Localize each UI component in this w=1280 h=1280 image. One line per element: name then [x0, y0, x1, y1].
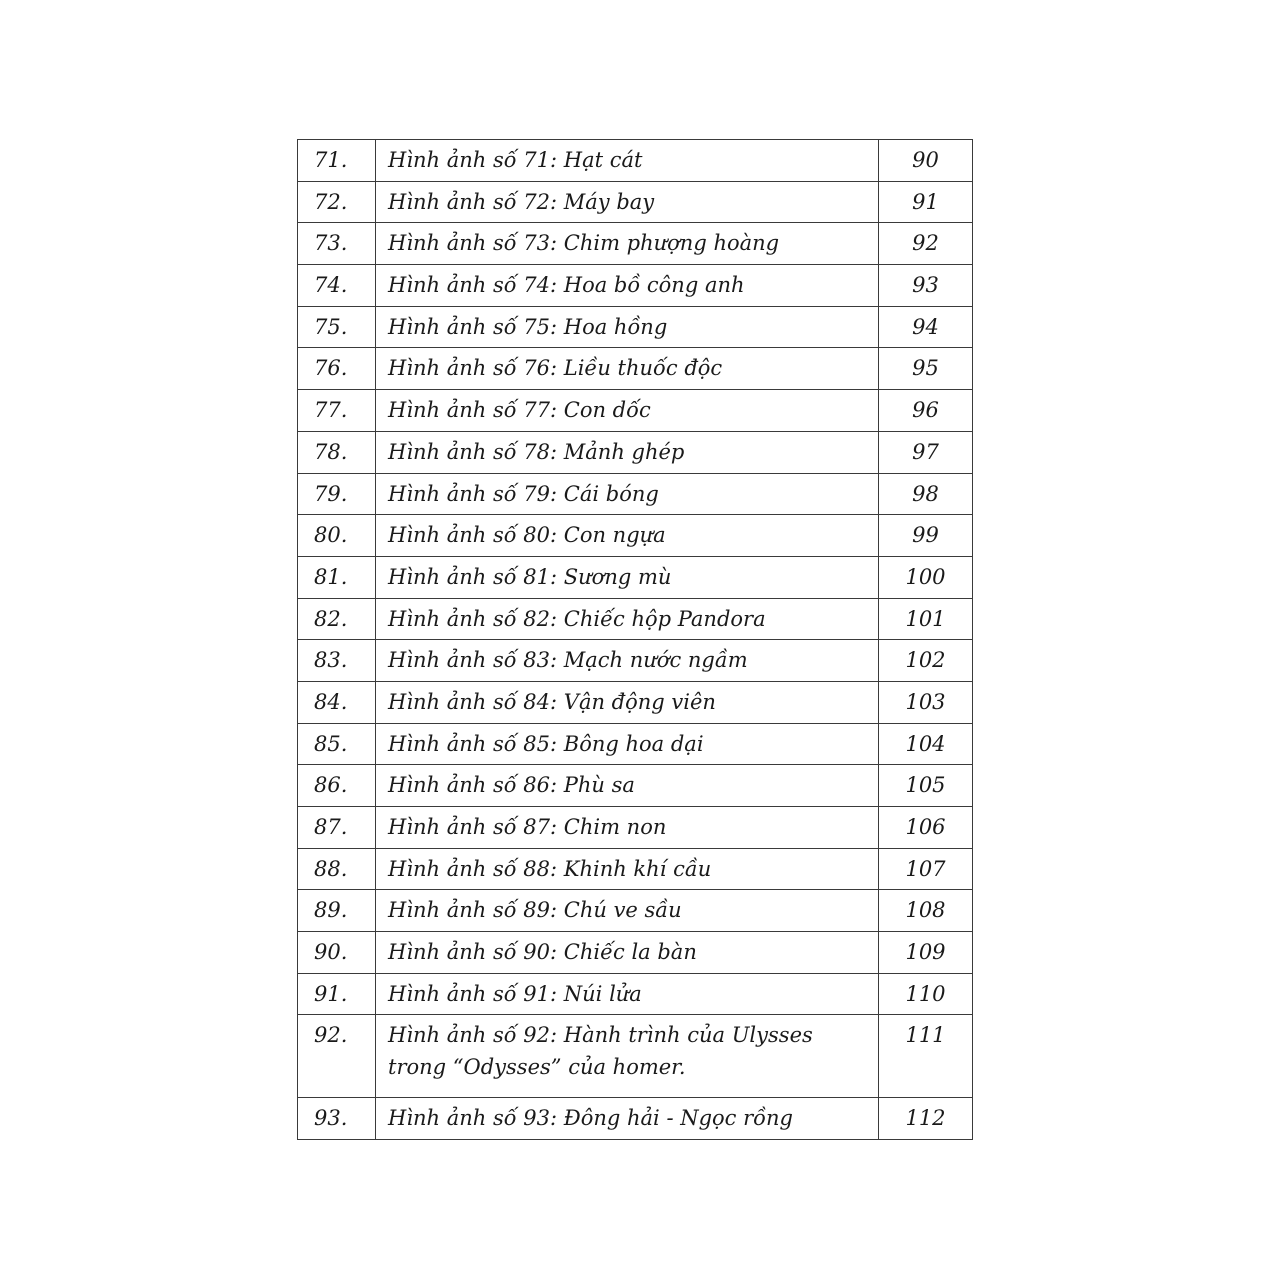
- row-number: 83.: [298, 640, 376, 682]
- row-number: 73.: [298, 223, 376, 265]
- row-title: Hình ảnh số 93: Đông hải - Ngọc rồng: [376, 1098, 879, 1140]
- row-number: 82.: [298, 598, 376, 640]
- row-title: Hình ảnh số 71: Hạt cát: [376, 140, 879, 182]
- table-row: [298, 223, 973, 265]
- row-number: 86.: [298, 765, 376, 807]
- row-number: 72.: [298, 181, 376, 223]
- row-number: 74.: [298, 265, 376, 307]
- row-page: 107: [879, 848, 973, 890]
- row-title: Hình ảnh số 88: Khinh khí cầu: [376, 848, 879, 890]
- row-number: 85.: [298, 723, 376, 765]
- row-title: Hình ảnh số 91: Núi lửa: [376, 973, 879, 1015]
- table-of-contents: [297, 139, 973, 1140]
- row-page: 104: [879, 723, 973, 765]
- row-page: 99: [879, 515, 973, 557]
- table-row: [298, 473, 973, 515]
- row-title: Hình ảnh số 92: Hành trình của Ulysses trong “Odysses” của homer.: [376, 1015, 879, 1098]
- row-number: 77.: [298, 390, 376, 432]
- row-number: 91.: [298, 973, 376, 1015]
- row-page: 92: [879, 223, 973, 265]
- table-row: [298, 390, 973, 432]
- table-row: [298, 932, 973, 974]
- table-row: [298, 140, 973, 182]
- row-page: 90: [879, 140, 973, 182]
- table-row: [298, 265, 973, 307]
- row-title: Hình ảnh số 87: Chim non: [376, 807, 879, 849]
- table-row: [298, 890, 973, 932]
- row-number: 79.: [298, 473, 376, 515]
- row-title: Hình ảnh số 73: Chim phượng hoàng: [376, 223, 879, 265]
- row-title: Hình ảnh số 86: Phù sa: [376, 765, 879, 807]
- row-number: 76.: [298, 348, 376, 390]
- table-row: [298, 807, 973, 849]
- row-page: 101: [879, 598, 973, 640]
- row-title: Hình ảnh số 83: Mạch nước ngầm: [376, 640, 879, 682]
- row-title: Hình ảnh số 79: Cái bóng: [376, 473, 879, 515]
- row-page: 112: [879, 1098, 973, 1140]
- row-number: 90.: [298, 932, 376, 974]
- row-page: 108: [879, 890, 973, 932]
- row-title: Hình ảnh số 74: Hoa bồ công anh: [376, 265, 879, 307]
- row-title: Hình ảnh số 89: Chú ve sầu: [376, 890, 879, 932]
- row-page: 95: [879, 348, 973, 390]
- row-page: 93: [879, 265, 973, 307]
- row-number: 75.: [298, 306, 376, 348]
- row-page: 98: [879, 473, 973, 515]
- row-page: 106: [879, 807, 973, 849]
- row-title: Hình ảnh số 80: Con ngựa: [376, 515, 879, 557]
- row-title: Hình ảnh số 72: Máy bay: [376, 181, 879, 223]
- row-page: 111: [879, 1015, 973, 1098]
- row-title: Hình ảnh số 82: Chiếc hộp Pandora: [376, 598, 879, 640]
- row-title: Hình ảnh số 75: Hoa hồng: [376, 306, 879, 348]
- row-title: Hình ảnh số 84: Vận động viên: [376, 681, 879, 723]
- table-row: [298, 1015, 973, 1098]
- row-page: 110: [879, 973, 973, 1015]
- table-row: [298, 848, 973, 890]
- table-row: [298, 181, 973, 223]
- row-number: 71.: [298, 140, 376, 182]
- table-row: [298, 723, 973, 765]
- table-row: [298, 1098, 973, 1140]
- row-page: 91: [879, 181, 973, 223]
- table-row: [298, 973, 973, 1015]
- table-row: [298, 306, 973, 348]
- table-row: [298, 598, 973, 640]
- toc-body: [298, 140, 973, 1140]
- row-number: 81.: [298, 556, 376, 598]
- row-number: 89.: [298, 890, 376, 932]
- row-title: Hình ảnh số 76: Liều thuốc độc: [376, 348, 879, 390]
- row-number: 78.: [298, 431, 376, 473]
- table-row: [298, 515, 973, 557]
- row-title: Hình ảnh số 90: Chiếc la bàn: [376, 932, 879, 974]
- table-row: [298, 431, 973, 473]
- row-page: 100: [879, 556, 973, 598]
- row-number: 84.: [298, 681, 376, 723]
- row-title: Hình ảnh số 81: Sương mù: [376, 556, 879, 598]
- table-row: [298, 556, 973, 598]
- table-row: [298, 765, 973, 807]
- table-row: [298, 681, 973, 723]
- row-number: 80.: [298, 515, 376, 557]
- row-page: 109: [879, 932, 973, 974]
- row-title: Hình ảnh số 78: Mảnh ghép: [376, 431, 879, 473]
- row-page: 94: [879, 306, 973, 348]
- row-number: 87.: [298, 807, 376, 849]
- row-page: 96: [879, 390, 973, 432]
- row-page: 97: [879, 431, 973, 473]
- row-page: 105: [879, 765, 973, 807]
- row-title: Hình ảnh số 85: Bông hoa dại: [376, 723, 879, 765]
- row-page: 103: [879, 681, 973, 723]
- row-page: 102: [879, 640, 973, 682]
- table-row: [298, 348, 973, 390]
- table-row: [298, 640, 973, 682]
- row-number: 88.: [298, 848, 376, 890]
- row-number: 93.: [298, 1098, 376, 1140]
- row-number: 92.: [298, 1015, 376, 1098]
- row-title: Hình ảnh số 77: Con dốc: [376, 390, 879, 432]
